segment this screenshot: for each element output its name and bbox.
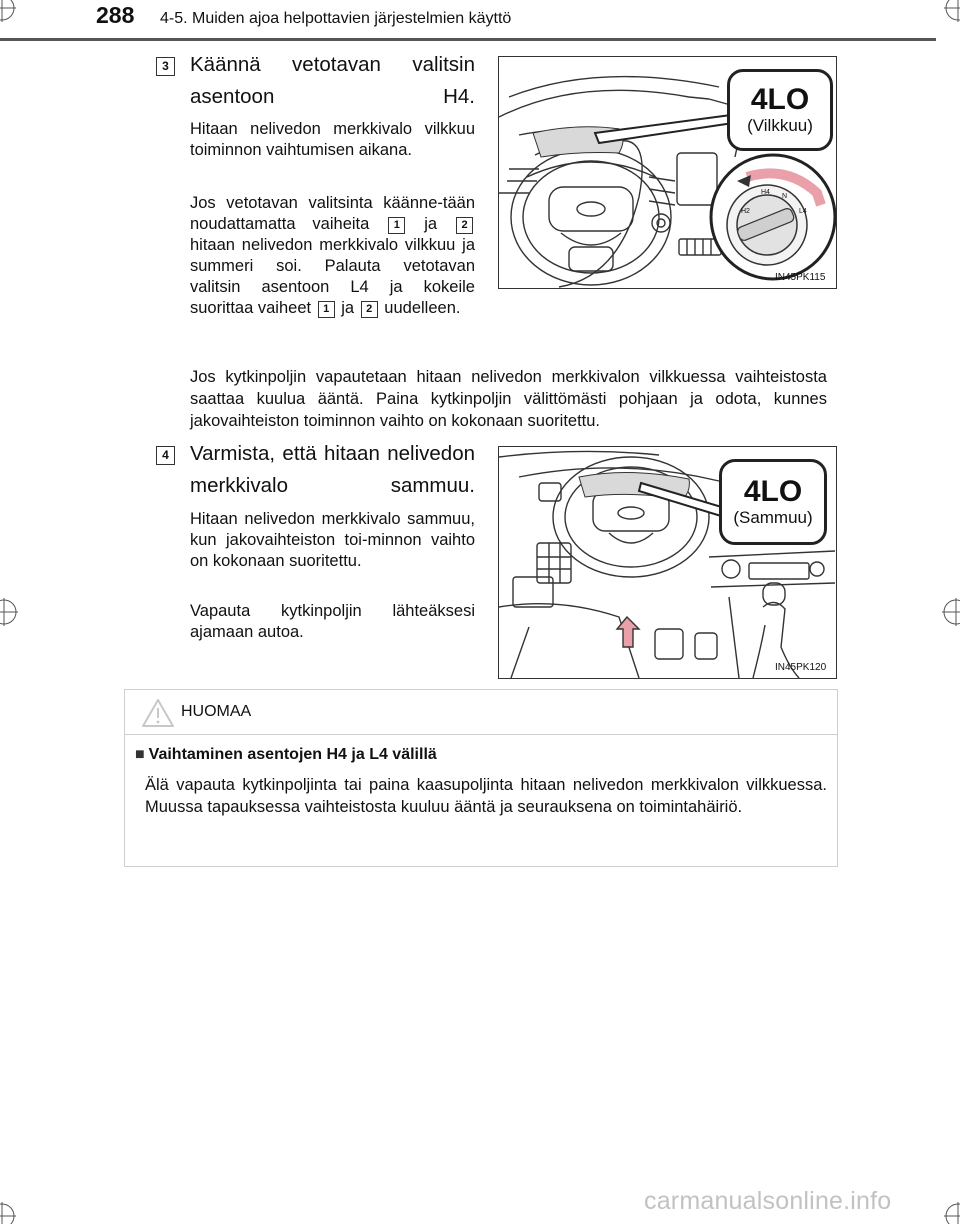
step4-para1: Hitaan nelivedon merkkivalo sammuu, kun jakovaihteiston toi-minnon vaihto on kokonaan suoritettu. xyxy=(190,510,475,570)
step3-heading-text: Käännä vetotavan valitsin asentoon H4. xyxy=(190,53,475,108)
callout-main: 4LO xyxy=(743,475,803,508)
dial-label-h4: H4 xyxy=(761,189,770,196)
step4-heading-text: Varmista, että hitaan nelivedon merkkivalo sammuu. xyxy=(190,442,475,497)
figure-code: IN45PK120 xyxy=(775,662,827,673)
dial-label-l4: L4 xyxy=(799,208,807,215)
step-ref-box: 1 xyxy=(318,301,335,318)
step-ref-box: 1 xyxy=(388,217,405,234)
step3-para2-part3: uudelleen. xyxy=(384,299,461,317)
watermark: carmanualsonline.info xyxy=(644,1187,892,1215)
step3-para1: Hitaan nelivedon merkkivalo vilkkuu toiminnon vaihtumisen aikana. xyxy=(190,120,475,159)
step3-para2-part1: Jos vetotavan valitsinta käänne-tään noudattamatta vaiheita xyxy=(190,194,475,233)
dial-label-h2: H2 xyxy=(741,208,750,215)
page-number: 288 xyxy=(96,2,135,28)
step3-para2-ja: ja xyxy=(424,215,438,233)
step4-heading xyxy=(190,438,475,502)
callout-sub: (Sammuu) xyxy=(733,508,813,527)
callout-main: 4LO xyxy=(750,83,810,116)
notice-subtitle-text: Vaihtaminen asentojen H4 ja L4 välillä xyxy=(148,746,437,763)
step-ref-box: 2 xyxy=(361,301,378,318)
notice-body: Älä vapauta kytkinpoljinta tai paina kaasupoljinta hitaan nelivedon merkkivalon vilkkuessa. Muussa tapauksessa vaihteistosta kuuluu ääntä ja seurauksena on toimintahäiriö. xyxy=(145,776,827,816)
notice-header xyxy=(125,690,837,735)
callout-sub: (Vilkkuu) xyxy=(747,116,813,135)
callout-4lo-off xyxy=(719,459,827,545)
notice-subtitle xyxy=(135,746,437,764)
step3-para2-part2: hitaan nelivedon merkkivalo vilkkuu ja summeri soi. Palauta vetotavan valitsin asentoon L4 ja kokeile suorittaa vaiheet xyxy=(190,236,475,317)
dial-label-n: N xyxy=(782,193,788,200)
figure-4lo-blinking xyxy=(498,56,837,289)
step-ref-box: 2 xyxy=(456,217,473,234)
warning-triangle-icon xyxy=(141,698,175,728)
figure-4lo-off xyxy=(498,446,837,679)
section-title: 4-5. Muiden ajoa helpottavien järjestelmien käyttö xyxy=(160,10,512,27)
header-rule xyxy=(0,38,936,41)
figure-code: IN45PK115 xyxy=(775,272,826,283)
callout-4lo-blinking xyxy=(727,69,833,151)
step3-para2-ja: ja xyxy=(341,299,355,317)
notice-title: HUOMAA xyxy=(181,703,252,720)
square-bullet-icon: ■ xyxy=(135,746,145,763)
notice-box xyxy=(124,689,838,867)
step4-para2: Vapauta kytkinpoljin lähteäksesi ajamaan autoa. xyxy=(190,602,475,641)
step3-para2 xyxy=(190,193,475,319)
step3-para3: Jos kytkinpoljin vapautetaan hitaan nelivedon merkkivalon vilkkuessa vaihteistosta saattaa kuulua ääntä. Paina kytkinpoljin välittömästi pohjaan ja odota, kunnes jakovaihteiston toiminnon vaihto on kokonaan suoritettu. xyxy=(190,368,827,430)
step-number-4: 4 xyxy=(156,446,175,465)
step3-heading xyxy=(190,49,475,113)
step-number-3: 3 xyxy=(156,57,175,76)
